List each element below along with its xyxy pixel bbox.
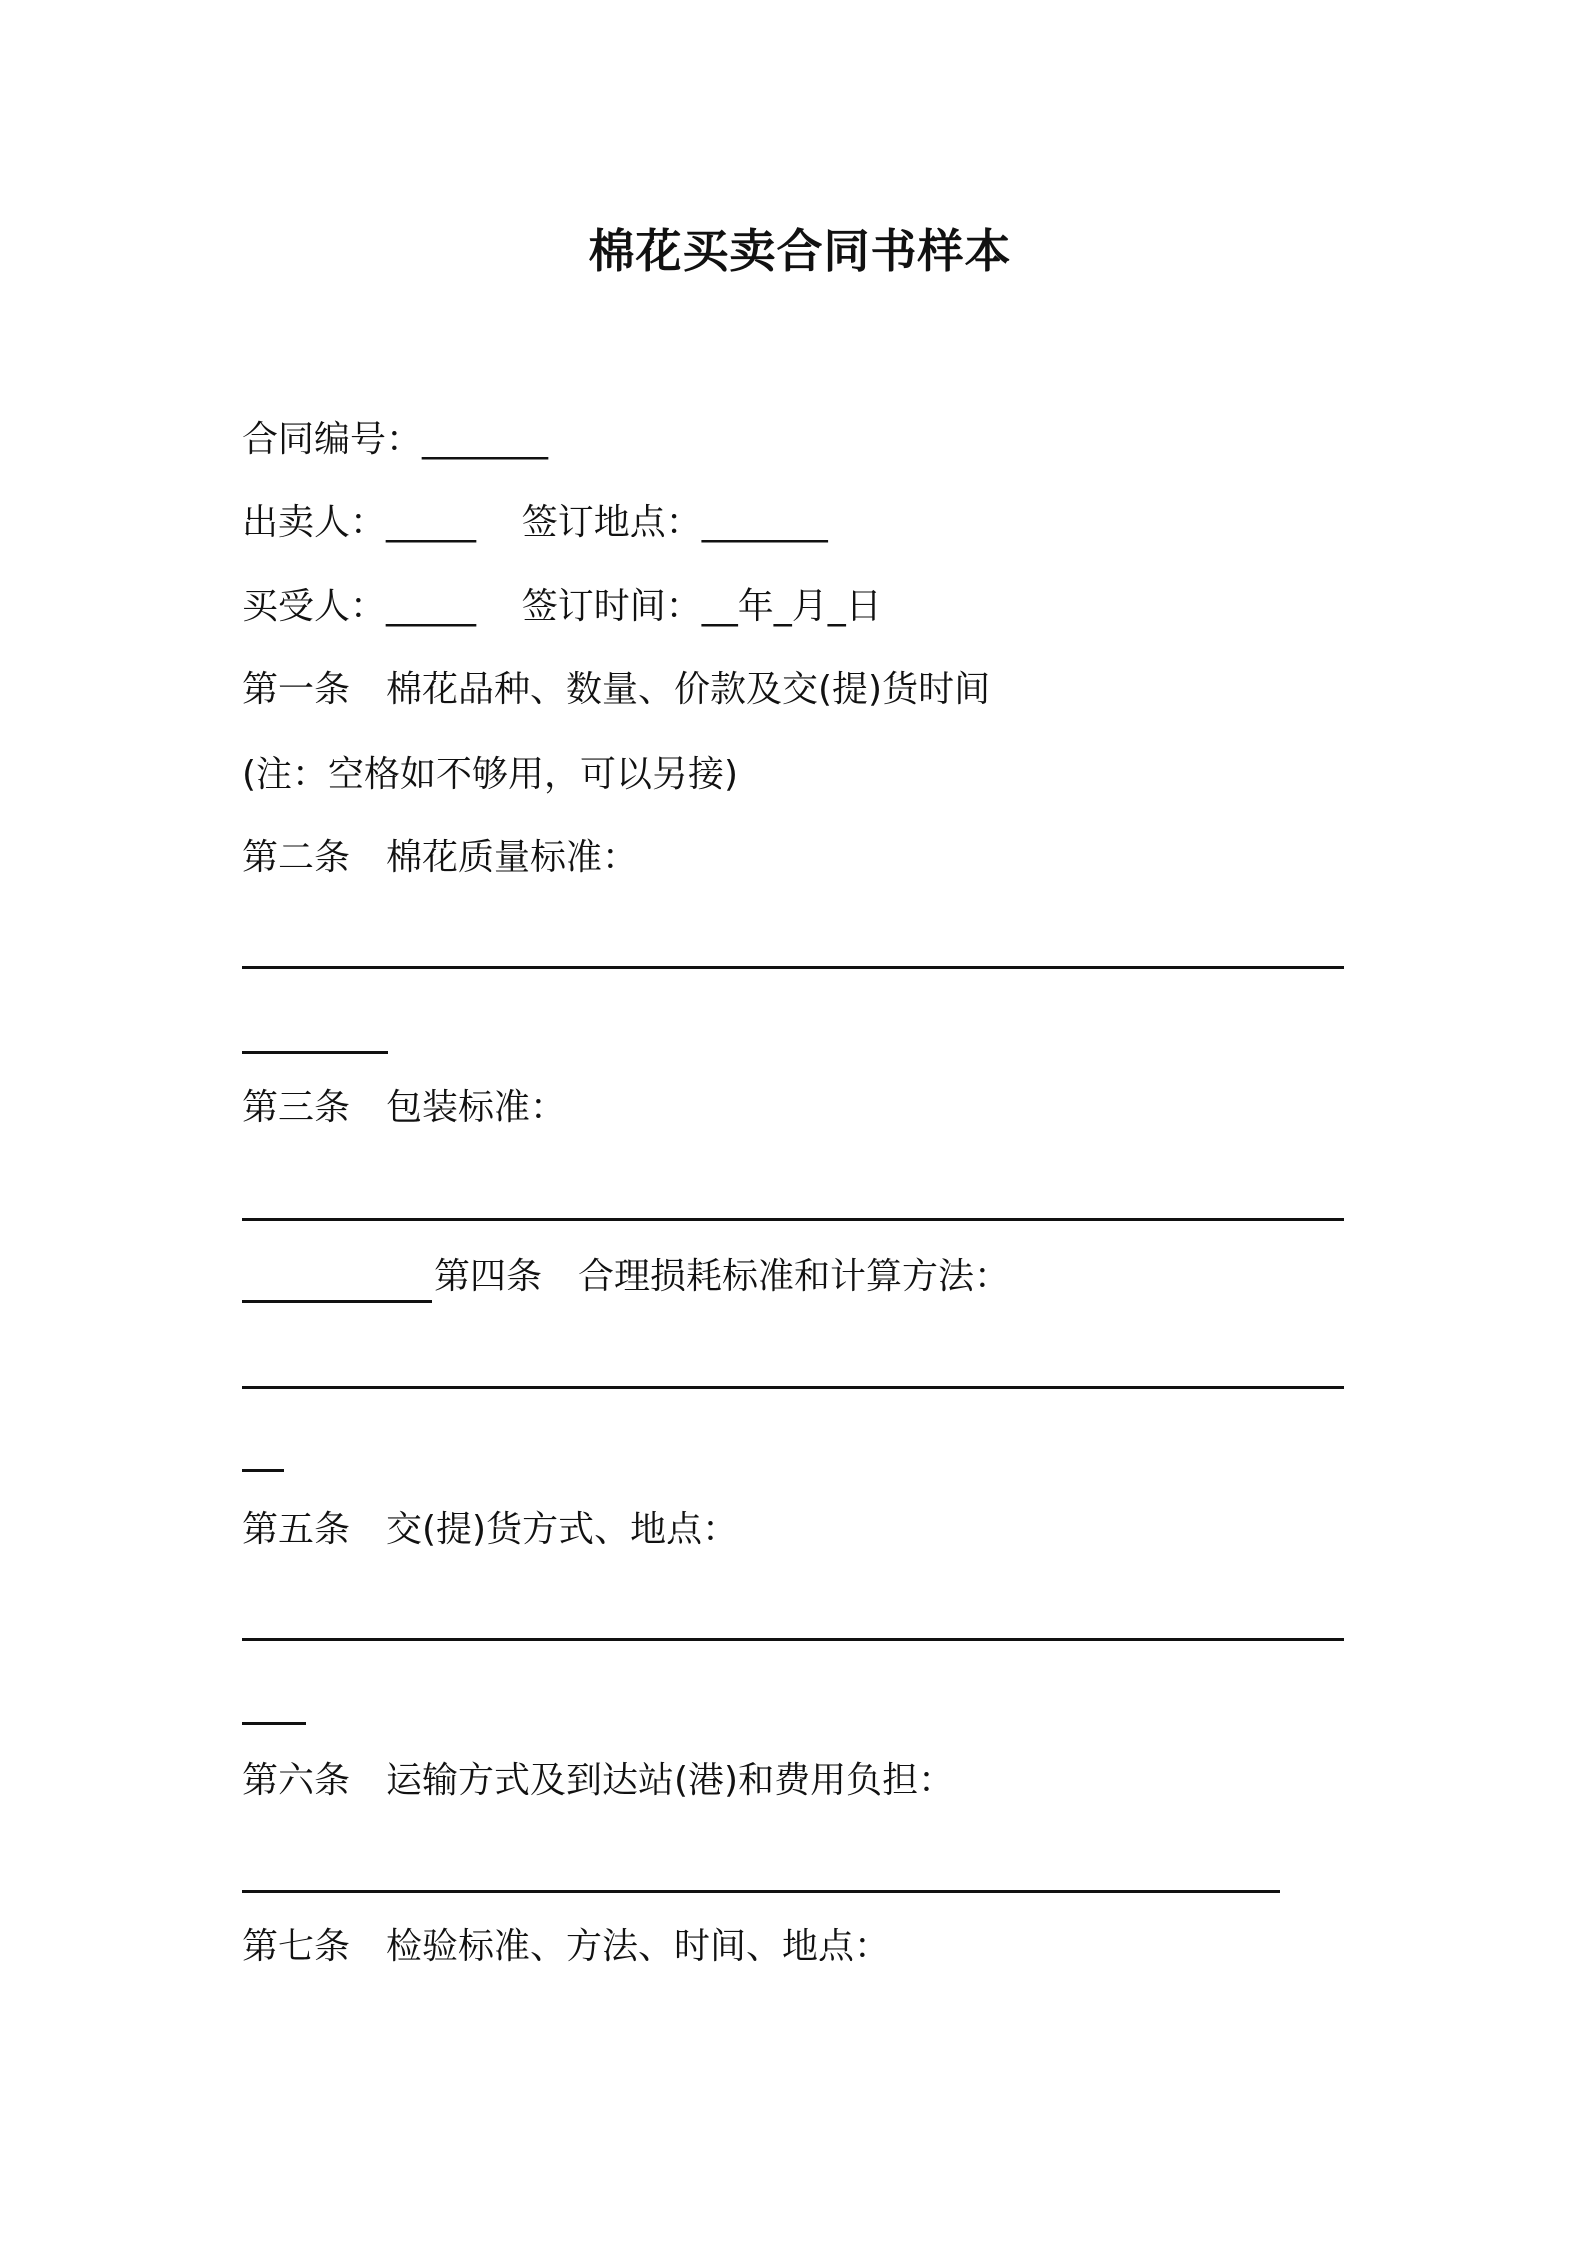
- article-6: 第六条 运输方式及到达站(港)和费用负担：: [242, 1760, 955, 1801]
- contract-number-line: 合同编号：_______: [242, 419, 549, 460]
- fill-blank-rule: [242, 1722, 306, 1725]
- note-line: (注：空格如不够用，可以另接): [242, 754, 739, 795]
- article-7: 第七条 检验标准、方法、时间、地点：: [242, 1926, 891, 1967]
- fill-blank-rule: [242, 1300, 432, 1303]
- article-1: 第一条 棉花品种、数量、价款及交(提)货时间: [242, 669, 991, 710]
- fill-blank-rule: [242, 1469, 284, 1472]
- article-2: 第二条 棉花质量标准：: [242, 837, 639, 878]
- fill-blank-rule: [242, 1890, 1280, 1893]
- article-3: 第三条 包装标准：: [242, 1087, 567, 1128]
- fill-blank-rule: [242, 1386, 1344, 1389]
- fill-blank-rule: [242, 1638, 1344, 1641]
- article-5: 第五条 交(提)货方式、地点：: [242, 1509, 739, 1550]
- document-title: 棉花买卖合同书样本: [588, 224, 1012, 278]
- seller-line: 出卖人：_____ 签订地点：_______: [242, 502, 828, 543]
- buyer-line: 买受人：_____ 签订时间：__年_月_日: [242, 586, 882, 627]
- article-4: 第四条 合理损耗标准和计算方法：: [434, 1256, 1011, 1297]
- fill-blank-rule: [242, 966, 1344, 969]
- fill-blank-rule: [242, 1218, 1344, 1221]
- fill-blank-rule: [242, 1051, 388, 1054]
